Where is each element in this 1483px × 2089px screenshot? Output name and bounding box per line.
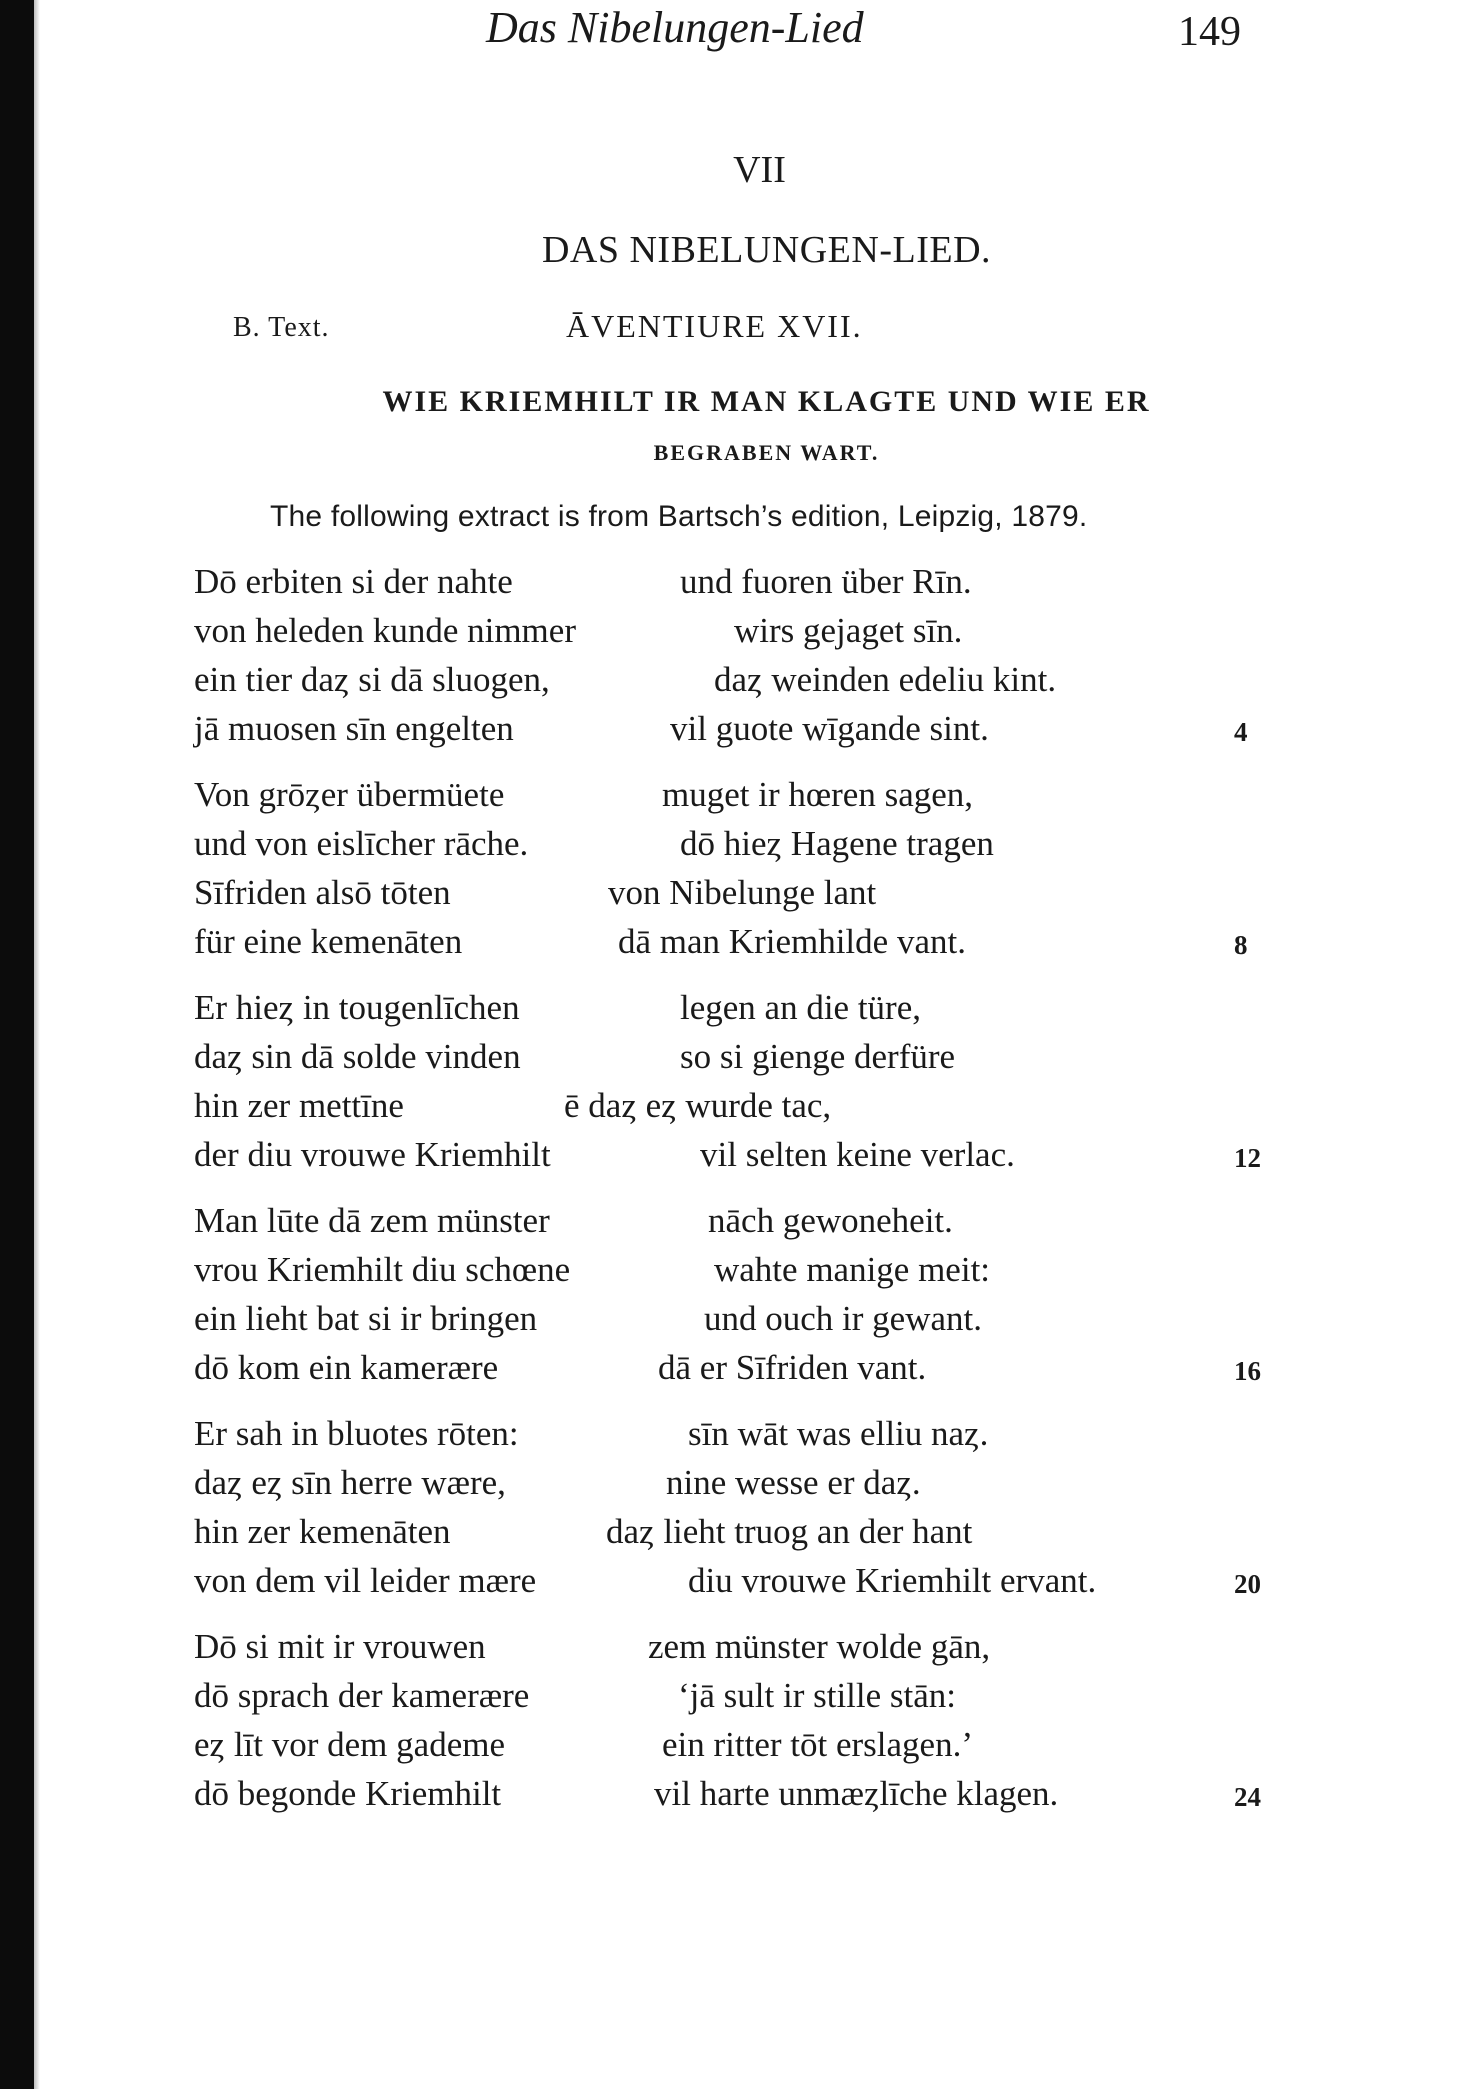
stanza: [194, 1409, 1314, 1605]
verse-second-half: sīn wāt was elliu naȥ.: [688, 1414, 989, 1453]
running-title: Das Nibelungen-Lied: [486, 3, 864, 52]
verse-first-half: Von grōȥer übermüete: [194, 775, 505, 814]
verse-second-half: ‘jā sult ir stille stān:: [678, 1676, 957, 1715]
verse-second-half: und fuoren über Rīn.: [680, 562, 972, 601]
verse-line: [194, 557, 1314, 606]
running-head: [0, 0, 1483, 60]
verse-first-half: von dem vil leider mære: [194, 1561, 537, 1600]
verse-second-half: dā er Sīfriden vant.: [658, 1348, 927, 1387]
verse-first-half: ein lieht bat si ir bringen: [194, 1299, 538, 1338]
verse-second-half: zem münster wolde gān,: [648, 1627, 991, 1666]
stanza: [194, 1622, 1314, 1818]
verse-line: [194, 1032, 1314, 1081]
verse-second-half: ein ritter tōt erslagen.’: [662, 1725, 973, 1764]
verse-block: [194, 557, 1314, 1835]
verse-first-half: daȥ sin dā solde vinden: [194, 1037, 521, 1076]
stanza: [194, 770, 1314, 966]
verse-first-half: ein tier daȥ si dā sluogen,: [194, 660, 550, 699]
verse-second-half: vil selten keine verlac.: [700, 1135, 1015, 1174]
verse-line: [194, 1671, 1314, 1720]
verse-second-half: legen an die türe,: [680, 988, 922, 1027]
verse-second-half: dō hieȥ Hagene tragen: [680, 824, 994, 863]
verse-line: [194, 1556, 1314, 1605]
edition-note: The following extract is from Bartsch’s edition, Leipzig, 1879.: [270, 500, 1088, 533]
line-number: 12: [1234, 1143, 1261, 1173]
stanza: [194, 557, 1314, 753]
verse-first-half: Er hieȥ in tougenlīchen: [194, 988, 520, 1027]
verse-first-half: jā muosen sīn engelten: [194, 709, 514, 748]
aventiure-heading: ĀVENTIURE XVII.: [566, 308, 863, 344]
verse-second-half: so si gienge derfüre: [680, 1037, 956, 1076]
verse-line: [194, 1622, 1314, 1671]
verse-line: [194, 770, 1314, 819]
verse-first-half: der diu vrouwe Kriemhilt: [194, 1135, 551, 1174]
section-heading-line-2: BEGRABEN WART.: [653, 440, 880, 465]
verse-line: [194, 1196, 1314, 1245]
verse-line: [194, 1507, 1314, 1556]
verse-second-half: nine wesse er daȥ.: [666, 1463, 921, 1502]
verse-first-half: daȥ eȥ sīn herre wære,: [194, 1463, 506, 1502]
stanza: [194, 1196, 1314, 1392]
verse-first-half: dō kom ein kamerære: [194, 1348, 499, 1387]
verse-first-half: vrou Kriemhilt diu schœne: [194, 1250, 571, 1289]
verse-second-half: diu vrouwe Kriemhilt ervant.: [688, 1561, 1097, 1600]
line-number: 20: [1234, 1569, 1261, 1599]
verse-first-half: Er sah in bluotes rōten:: [194, 1414, 519, 1453]
verse-line: [194, 606, 1314, 655]
text-version-label: B. Text.: [233, 312, 330, 343]
verse-second-half: wahte manige meit:: [714, 1250, 991, 1289]
verse-line: [194, 1294, 1314, 1343]
verse-line: [194, 983, 1314, 1032]
verse-first-half: hin zer mettīne: [194, 1086, 404, 1125]
verse-line: [194, 1130, 1314, 1179]
verse-line: [194, 704, 1314, 753]
verse-line: [194, 655, 1314, 704]
verse-first-half: dō begonde Kriemhilt: [194, 1774, 502, 1813]
verse-first-half: für eine kemenāten: [194, 922, 463, 961]
line-number: 16: [1234, 1356, 1261, 1386]
verse-line: [194, 1409, 1314, 1458]
verse-line: [194, 1720, 1314, 1769]
verse-first-half: Dō si mit ir vrouwen: [194, 1627, 486, 1666]
verse-second-half: vil guote wīgande sint.: [670, 709, 989, 748]
verse-first-half: und von eislīcher rāche.: [194, 824, 529, 863]
line-number: 8: [1234, 930, 1248, 960]
line-number: 24: [1234, 1782, 1261, 1812]
verse-second-half: dā man Kriemhilde vant.: [618, 922, 966, 961]
verse-first-half: von heleden kunde nimmer: [194, 611, 576, 650]
verse-second-half: muget ir hœren sagen,: [662, 775, 974, 814]
work-title: DAS NIBELUNGEN-LIED.: [541, 229, 992, 271]
verse-second-half: vil harte unmæȥlīche klagen.: [654, 1774, 1059, 1813]
verse-line: [194, 1081, 1314, 1130]
verse-line: [194, 868, 1314, 917]
verse-line: [194, 1245, 1314, 1294]
verse-line: [194, 917, 1314, 966]
verse-line: [194, 1769, 1314, 1818]
verse-second-half: nāch gewoneheit.: [708, 1201, 953, 1240]
chapter-numeral: VII: [733, 149, 786, 191]
verse-first-half: hin zer kemenāten: [194, 1512, 451, 1551]
verse-first-half: dō sprach der kamerære: [194, 1676, 530, 1715]
verse-line: [194, 1458, 1314, 1507]
verse-second-half: ē daȥ eȥ wurde tac,: [564, 1086, 832, 1125]
verse-first-half: Sīfriden alsō tōten: [194, 873, 451, 912]
section-heading-line-1: WIE KRIEMHILT IR MAN KLAGTE UND WIE ER: [382, 385, 1151, 418]
page-number: 149: [1178, 9, 1241, 55]
stanza: [194, 983, 1314, 1179]
verse-second-half: wirs gejaget sīn.: [734, 611, 963, 650]
verse-second-half: daȥ lieht truog an der hant: [606, 1512, 973, 1551]
verse-first-half: eȥ līt vor dem gademe: [194, 1725, 505, 1764]
verse-second-half: und ouch ir gewant.: [704, 1299, 982, 1338]
verse-first-half: Dō erbiten si der nahte: [194, 562, 513, 601]
line-number: 4: [1234, 717, 1248, 747]
verse-first-half: Man lūte dā zem münster: [194, 1201, 550, 1240]
verse-line: [194, 1343, 1314, 1392]
verse-second-half: daȥ weinden edeliu kint.: [714, 660, 1057, 699]
verse-second-half: von Nibelunge lant: [608, 873, 877, 912]
verse-line: [194, 819, 1314, 868]
